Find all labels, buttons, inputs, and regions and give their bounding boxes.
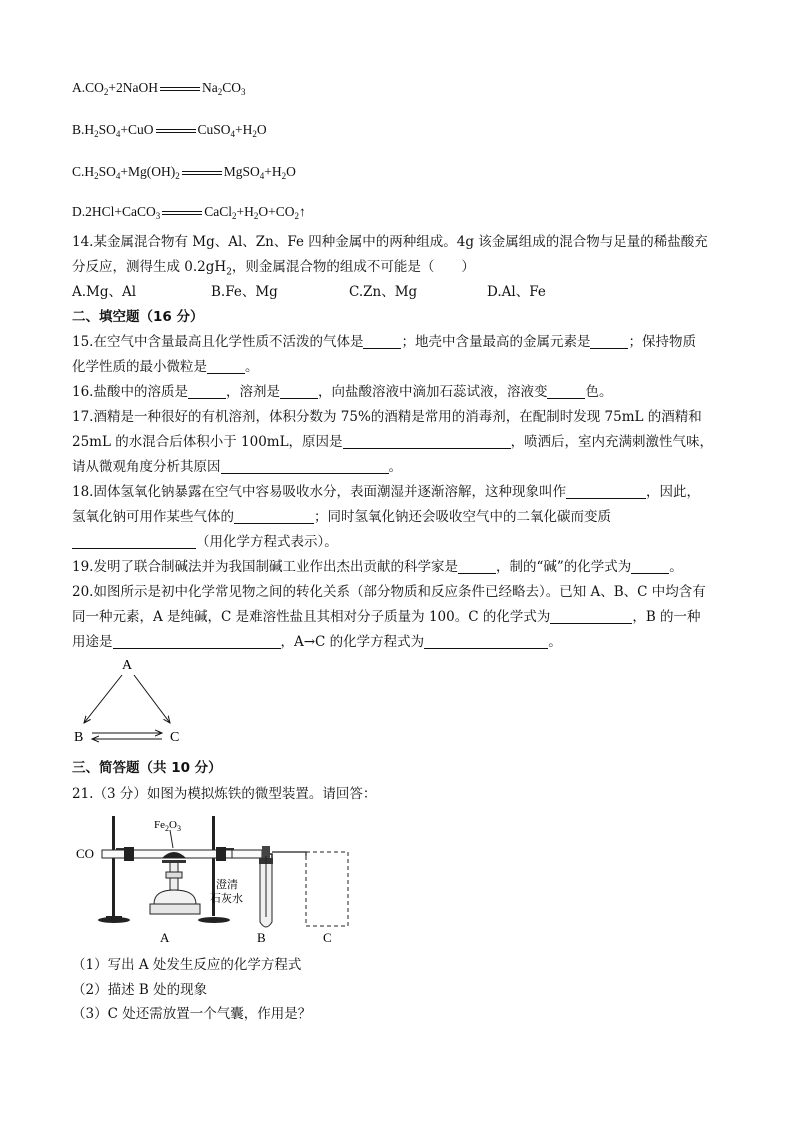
q21-sub3: （3）C 处还需放置一个气囊，作用是？: [72, 1006, 312, 1022]
section-2-heading: 二、填空题（16 分）: [72, 309, 204, 325]
q17-line2: 25mL 的水混合后体积小于 100mL，原因是 ，喷洒后，室内充满刺激性气味，: [72, 434, 714, 450]
ironmaking-apparatus-figure: [72, 812, 362, 947]
q14-option-c[interactable]: C.Zn、Mg: [349, 284, 418, 300]
q16-line: 16.盐酸中的溶质是 ，溶剂是 ，向盐酸溶液中滴加石蕊试液，溶液变 色。: [72, 384, 613, 400]
q17-blank-2[interactable]: [221, 459, 389, 474]
svg-text:石灰水: 石灰水: [210, 893, 243, 905]
q20-blank-2[interactable]: [113, 634, 281, 649]
q20-line3: 用途是 ，A→C 的化学方程式为 。: [72, 634, 562, 650]
section-3-heading: 三、简答题（共 10 分）: [72, 760, 222, 776]
q14-option-a[interactable]: A.Mg、Al: [72, 284, 137, 300]
equals-arrow: [182, 169, 222, 177]
q20-line1: 20.如图所示是初中化学常见物之间的转化关系（部分物质和反应条件已经略去）。已知 A、B、C 中均含有: [72, 584, 706, 600]
q14-options: [72, 282, 546, 302]
svg-text:B: B: [257, 930, 266, 945]
fe2o3-label: $Fe_2O_3$: [154, 819, 181, 833]
q20-blank-3[interactable]: [424, 634, 548, 649]
diagram-node-b: B: [74, 730, 84, 745]
q17-line3: 请从微观角度分析其原因 。: [72, 459, 402, 475]
q13-option-d[interactable]: D.2HCl+CaCO$_3$ $CaCl_2+H_2O+CO_2↑$: [72, 204, 306, 221]
q13-option-b[interactable]: $B.H_2SO_4+CuO$ $CuSO_4+H_2O$: [72, 122, 267, 139]
q13-option-a[interactable]: $A.CO_2+2NaOH$ $Na_2CO_3$: [72, 80, 246, 97]
q18-blank-1[interactable]: [566, 484, 646, 499]
arrow-a-to-c: [134, 675, 170, 723]
q21-title: 21.（3 分）如图为模拟炼铁的微型装置。请回答：: [72, 786, 377, 802]
svg-text:CO: CO: [76, 846, 95, 861]
q19-blank-2[interactable]: [631, 559, 669, 574]
q16-blank-2[interactable]: [280, 384, 318, 399]
q18-blank-3[interactable]: [72, 534, 196, 549]
q18-blank-2[interactable]: [234, 509, 314, 524]
q20-line2: 同一种元素，A 是纯碱，C 是难溶性盐且其相对分子质量为 100。C 的化学式为 ，B 的一种: [72, 609, 701, 625]
q14-option-b[interactable]: B.Fe、Mg: [211, 284, 278, 300]
q21-sub1: （1）写出 A 处发生反应的化学方程式: [72, 957, 302, 973]
q14-line1: 14.某金属混合物有 Mg、Al、Zn、Fe 四种金属中的两种组成。4g 该金属组成的混合物与足量的稀盐酸充: [72, 234, 708, 250]
q16-blank-3[interactable]: [547, 384, 585, 399]
q18-line2: 氢氧化钠可用作某些气体的 ；同时氢氧化钠还会吸收空气中的二氧化碳而变质: [72, 509, 611, 525]
arrow-a-to-b: [84, 675, 122, 723]
q20-conversion-diagram: [70, 655, 200, 747]
equals-arrow: [156, 127, 196, 135]
equals-arrow: [160, 85, 200, 93]
q20-blank-1[interactable]: [550, 609, 632, 624]
q18-line1: 18.固体氢氧化钠暴露在空气中容易吸收水分，表面潮湿并逐渐溶解，这种现象叫作 ，因此，: [72, 484, 700, 500]
q15-line2: 化学性质的最小微粒是 。: [72, 359, 259, 375]
svg-text:C: C: [323, 930, 332, 945]
q15-blank-2[interactable]: [590, 334, 628, 349]
q15-blank-3[interactable]: [207, 359, 245, 374]
q18-line3: （用化学方程式表示）。: [72, 532, 338, 552]
q14-option-d[interactable]: D.Al、Fe: [487, 284, 546, 300]
q13-option-c[interactable]: $C.H_2SO_4+Mg(OH)_2$ $MgSO_4+H_2O$: [72, 164, 296, 181]
q15-blank-1[interactable]: [363, 334, 401, 349]
q19-line: 19.发明了联合制碱法并为我国制碱工业作出杰出贡献的科学家是 ，制的“碱”的化学式为 。: [72, 559, 683, 575]
svg-text:A: A: [160, 930, 170, 945]
svg-text:澄清: 澄清: [216, 879, 238, 891]
q15-line1: 15.在空气中含量最高且化学性质不活泼的气体是 ；地壳中含量最高的金属元素是 ；保持物质: [72, 334, 696, 350]
diagram-node-a: A: [122, 658, 133, 673]
q21-sub2: （2）描述 B 处的现象: [72, 982, 208, 998]
q16-blank-1[interactable]: [188, 384, 226, 399]
q14-line2: 分反应，测得生成 $0.2gH_2$，则金属混合物的组成不可能是（ ）: [72, 259, 475, 278]
q19-blank-1[interactable]: [458, 559, 496, 574]
q17-blank-1[interactable]: [343, 434, 511, 449]
equals-arrow: [162, 209, 202, 217]
diagram-node-c: C: [170, 730, 180, 745]
q17-line1: 17.酒精是一种很好的有机溶剂，体积分数为 75%的酒精是常用的消毒剂，在配制时发现 75mL 的酒精和: [72, 409, 702, 425]
